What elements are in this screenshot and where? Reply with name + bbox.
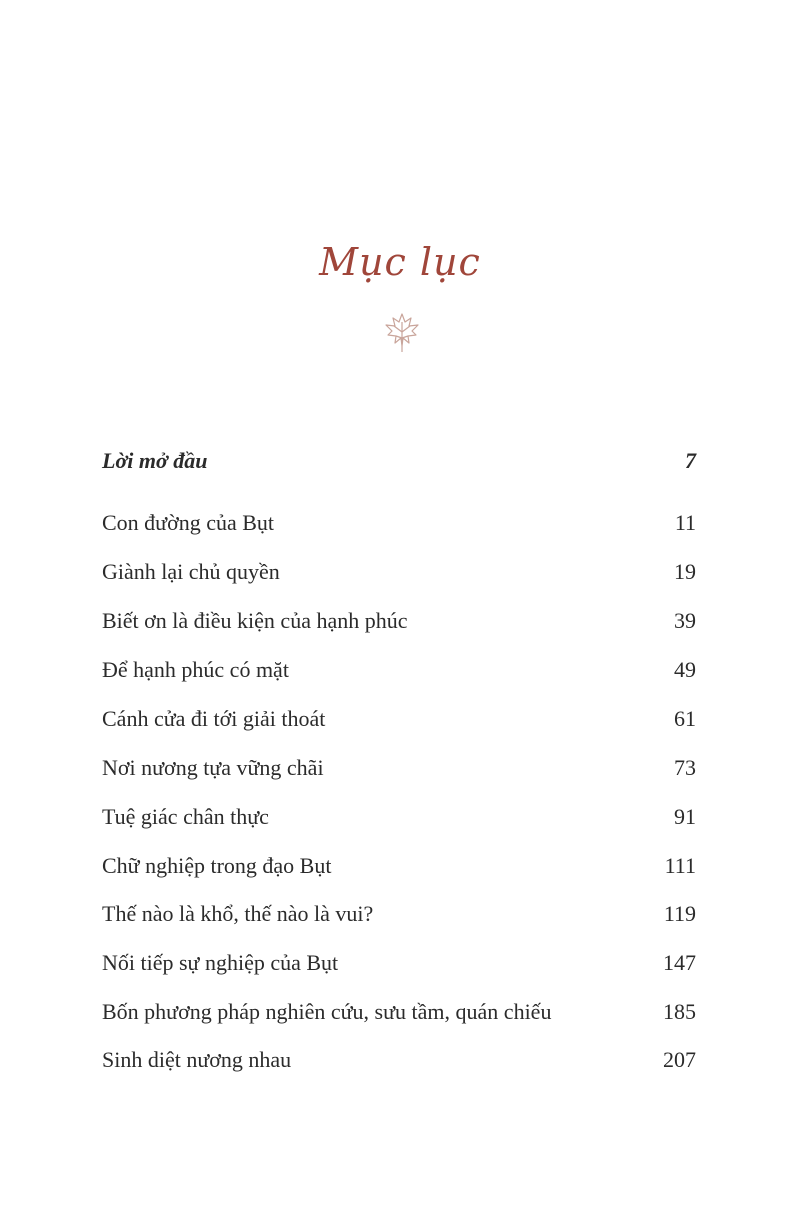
toc-entry-page: 111 bbox=[664, 853, 696, 878]
toc-entry-title: Cánh cửa đi tới giải thoát bbox=[102, 706, 326, 731]
toc-entry[interactable] bbox=[102, 899, 696, 929]
toc-entry[interactable] bbox=[102, 704, 696, 734]
toc-entry-title: Bốn phương pháp nghiên cứu, sưu tầm, quán chiếu bbox=[102, 999, 552, 1024]
toc-entry-title: Nối tiếp sự nghiệp của Bụt bbox=[102, 950, 339, 975]
toc-entry[interactable] bbox=[102, 655, 696, 685]
toc-entry-intro[interactable] bbox=[102, 446, 696, 476]
toc-entry-title: Lời mở đầu bbox=[102, 448, 208, 473]
toc-entry[interactable] bbox=[102, 948, 696, 978]
toc-entry-title: Sinh diệt nương nhau bbox=[102, 1047, 292, 1072]
toc-entry[interactable] bbox=[102, 802, 696, 832]
toc-entry-title: Con đường của Bụt bbox=[102, 510, 275, 535]
toc-entry-page: 147 bbox=[663, 950, 696, 975]
toc-entry-page: 119 bbox=[663, 901, 696, 926]
toc-entry-title: Để hạnh phúc có mặt bbox=[102, 657, 289, 682]
toc-entry[interactable] bbox=[102, 851, 696, 881]
page-title: Mục lục bbox=[319, 240, 481, 284]
toc-entry[interactable] bbox=[102, 753, 696, 783]
toc-entry-page: 49 bbox=[674, 657, 696, 682]
toc-entry-page: 207 bbox=[663, 1047, 696, 1072]
toc-entry-page: 61 bbox=[674, 706, 696, 731]
toc-entry-title: Thế nào là khổ, thế nào là vui? bbox=[102, 901, 374, 926]
toc-entry-page: 91 bbox=[674, 804, 696, 829]
toc-entry[interactable] bbox=[102, 606, 696, 636]
toc-entry[interactable] bbox=[102, 508, 696, 538]
toc-entry-page: 7 bbox=[685, 448, 696, 473]
maple-leaf-icon bbox=[378, 306, 426, 354]
toc-entry-title: Giành lại chủ quyền bbox=[102, 559, 280, 584]
toc-entry-page: 11 bbox=[674, 510, 696, 535]
toc-entry-title: Nơi nương tựa vững chãi bbox=[102, 755, 324, 780]
toc-entry-page: 73 bbox=[674, 755, 696, 780]
toc-entry[interactable] bbox=[102, 997, 696, 1027]
toc-entry[interactable] bbox=[102, 557, 696, 587]
toc-entry-page: 39 bbox=[674, 608, 696, 633]
toc-entry-title: Chữ nghiệp trong đạo Bụt bbox=[102, 853, 332, 878]
toc-entry-title: Biết ơn là điều kiện của hạnh phúc bbox=[102, 608, 408, 633]
toc-entry-page: 19 bbox=[674, 559, 696, 584]
toc-entry[interactable] bbox=[102, 1045, 696, 1075]
toc-entry-title: Tuệ giác chân thực bbox=[102, 804, 269, 829]
toc-entry-page: 185 bbox=[663, 999, 696, 1024]
